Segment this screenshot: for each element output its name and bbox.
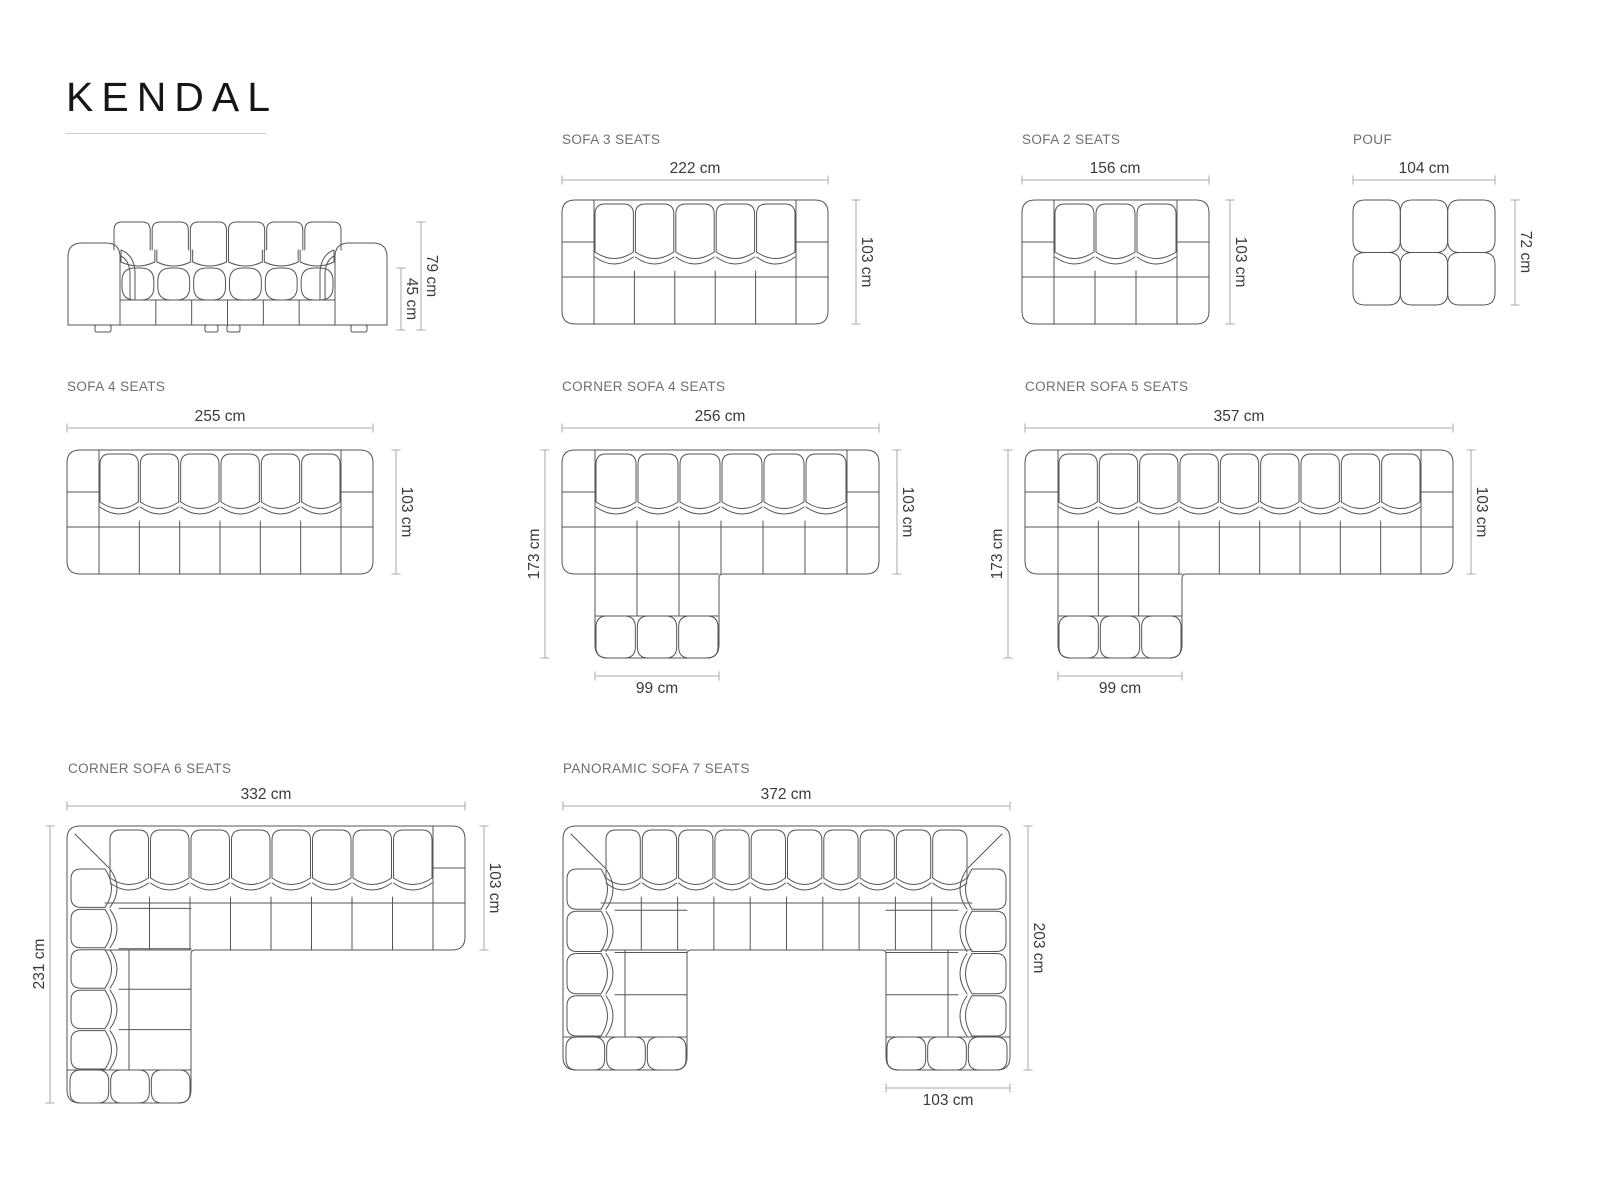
section-label-pouf: POUF <box>1353 132 1393 147</box>
top-view-corner-sofa-5-seats <box>985 372 1495 712</box>
dim-label-width: 256 cm <box>694 408 746 425</box>
dim-label-depth: 103 cm <box>858 236 875 288</box>
top-view-pouf <box>1330 125 1560 340</box>
dim-label-width: 156 cm <box>1089 160 1141 177</box>
top-view-sofa-2-seats <box>1000 125 1270 340</box>
dim-label-width: 357 cm <box>1213 408 1265 425</box>
dim-label-width: 222 cm <box>669 160 721 177</box>
dim-label-depth-total: 173 cm <box>526 528 543 580</box>
dim-label-seat-height: 45 cm <box>403 277 420 321</box>
top-view-sofa-4-seats <box>40 372 440 602</box>
dim-label-chaise-width: 99 cm <box>635 680 679 697</box>
dim-label-depth: 103 cm <box>398 486 415 538</box>
dim-label-depth: 72 cm <box>1517 230 1534 274</box>
top-view-sofa-3-seats <box>540 125 890 340</box>
dim-label-width: 332 cm <box>240 786 292 803</box>
dim-label-width: 104 cm <box>1398 160 1450 177</box>
page-title: KENDAL <box>66 74 279 120</box>
dim-label-width: 255 cm <box>194 408 246 425</box>
dim-label-total-height: 79 cm <box>423 254 440 298</box>
section-label-sofa-3-seats: SOFA 3 SEATS <box>562 132 661 147</box>
section-label-sofa-2-seats: SOFA 2 SEATS <box>1022 132 1121 147</box>
section-label-corner-sofa-6-seats: CORNER SOFA 6 SEATS <box>68 761 232 776</box>
section-label-panoramic-sofa-7-seats: PANORAMIC SOFA 7 SEATS <box>563 761 750 776</box>
dim-label-depth: 103 cm <box>1232 236 1249 288</box>
dim-label-chaise-width: 99 cm <box>1098 680 1142 697</box>
top-view-panoramic-sofa-7-seats <box>540 755 1060 1155</box>
dim-label-side: 203 cm <box>1030 922 1047 974</box>
section-label-corner-sofa-5-seats: CORNER SOFA 5 SEATS <box>1025 379 1189 394</box>
dim-label-width: 372 cm <box>760 786 812 803</box>
section-label-sofa-4-seats: SOFA 4 SEATS <box>67 379 166 394</box>
dim-label-depth-total: 173 cm <box>989 528 1006 580</box>
title-underline <box>66 133 266 134</box>
dim-label-depth: 103 cm <box>899 486 916 538</box>
dim-label-depth: 103 cm <box>1473 486 1490 538</box>
section-label-corner-sofa-4-seats: CORNER SOFA 4 SEATS <box>562 379 726 394</box>
dim-label-depth: 103 cm <box>486 862 503 914</box>
front-view-drawing <box>55 210 455 350</box>
dim-label-leg-width: 103 cm <box>922 1092 974 1109</box>
top-view-corner-sofa-6-seats <box>25 755 535 1155</box>
top-view-corner-sofa-4-seats <box>525 372 945 712</box>
dim-label-side: 231 cm <box>31 938 48 990</box>
